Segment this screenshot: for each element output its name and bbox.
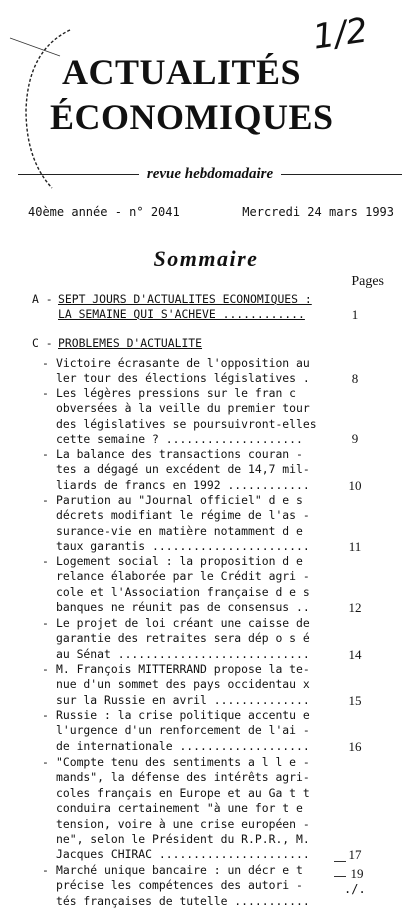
contents-item: "Compte tenu des sentiments a l l e - mands", la défense des intérêts agri- coles français en Europe et au Ga t t conduira certainement "à une for t e tension, voire à une crise européen - ne", selon le Président du R.P.R., M. Jacques CHIRAC ...................... bbox=[56, 755, 310, 862]
contents-item: Logement social : la proposition d e relance élaborée par le Crédit agri - cole et l'Association française d e s banques ne réunit pas de consensus .. bbox=[56, 554, 310, 615]
masthead-title-line1: ACTUALITÉS bbox=[62, 52, 302, 92]
section-c-title-line: PROBLEMES D'ACTUALITE bbox=[58, 336, 203, 350]
item-dash: - bbox=[42, 386, 49, 400]
item-dash: - bbox=[42, 708, 49, 722]
section-a-title-line: LA SEMAINE QUI S'ACHEVE ............ bbox=[58, 307, 305, 321]
masthead-subtitle-row bbox=[18, 164, 402, 184]
contents-item: Les légères pressions sur le fran c obversées à la veille du premier tour des législatives se poursuivront-elles cette semaine ? .................... bbox=[56, 386, 317, 447]
contents-item-page: 16 bbox=[348, 739, 362, 754]
contents-heading: Sommaire bbox=[153, 246, 259, 271]
subtitle-rule-right bbox=[281, 174, 402, 175]
contents-item: Victoire écrasante de l'opposition au ler tour des élections législatives . bbox=[56, 356, 310, 386]
contents-item-page: 11 bbox=[348, 539, 362, 554]
contents-item: M. François MITTERRAND propose la te- nue d'un sommet des pays occidentau x sur la Russie en avril .............. bbox=[56, 662, 310, 707]
issue-number: 40ème année - n° 2041 bbox=[28, 205, 180, 219]
contents-item: Parution au "Journal officiel" d e s décrets modifiant le régime de l'as - surance-vie en matière notamment d e taux garantis ....................... bbox=[56, 493, 310, 554]
contents-item-page: 9 bbox=[351, 431, 359, 446]
handwritten-page-note: 1/2 bbox=[310, 10, 371, 58]
contents-item: Marché unique bancaire : un décr e t précise les compétences des autori - tés françaises de tutelle ........... bbox=[56, 863, 310, 908]
contents-item: Le projet de loi créant une caisse de garantie des retraites sera dép o s é au Sénat ............................ bbox=[56, 616, 310, 661]
contents-item-page: 14 bbox=[348, 647, 362, 662]
contents-item-page: 15 bbox=[348, 693, 362, 708]
item-dash: - bbox=[42, 755, 49, 769]
item-dash: - bbox=[42, 863, 49, 877]
contents-item-page: 17 bbox=[348, 847, 362, 862]
section-c-title bbox=[58, 336, 314, 351]
item-dash: - bbox=[42, 554, 49, 568]
contents-item-page: 19 bbox=[350, 866, 364, 881]
margin-dash-mark bbox=[334, 861, 346, 862]
contents-item: La balance des transactions couran - tes a dégagé un excédent de 14,7 mil- liards de francs en 1992 ............ bbox=[56, 447, 310, 492]
section-c-letter: C - bbox=[32, 336, 53, 350]
section-a-letter: A - bbox=[32, 292, 53, 306]
masthead-subtitle: revue hebdomadaire bbox=[146, 165, 274, 182]
subtitle-rule-left bbox=[18, 174, 139, 175]
continuation-mark: ./. bbox=[344, 882, 366, 896]
item-dash: - bbox=[42, 356, 49, 370]
item-dash: - bbox=[42, 447, 49, 461]
item-dash: - bbox=[42, 662, 49, 676]
contents-item-page: 12 bbox=[348, 600, 362, 615]
item-dash: - bbox=[42, 616, 49, 630]
item-dash: - bbox=[42, 493, 49, 507]
pages-column-label: Pages bbox=[351, 274, 384, 289]
contents-item: Russie : la crise politique accentu e l'urgence d'un renforcement de l'ai - de internationale ................... bbox=[56, 708, 310, 753]
contents-item-page: 10 bbox=[348, 478, 362, 493]
section-a-page: 1 bbox=[351, 307, 359, 322]
issue-info bbox=[28, 205, 394, 219]
section-a-title bbox=[58, 292, 314, 322]
masthead-title-line2: ÉCONOMIQUES bbox=[50, 97, 334, 137]
issue-date: Mercredi 24 mars 1993 bbox=[242, 205, 394, 219]
section-a-title-line: SEPT JOURS D'ACTUALITES ECONOMIQUES : bbox=[58, 292, 312, 306]
contents-item-page: 8 bbox=[351, 371, 359, 386]
